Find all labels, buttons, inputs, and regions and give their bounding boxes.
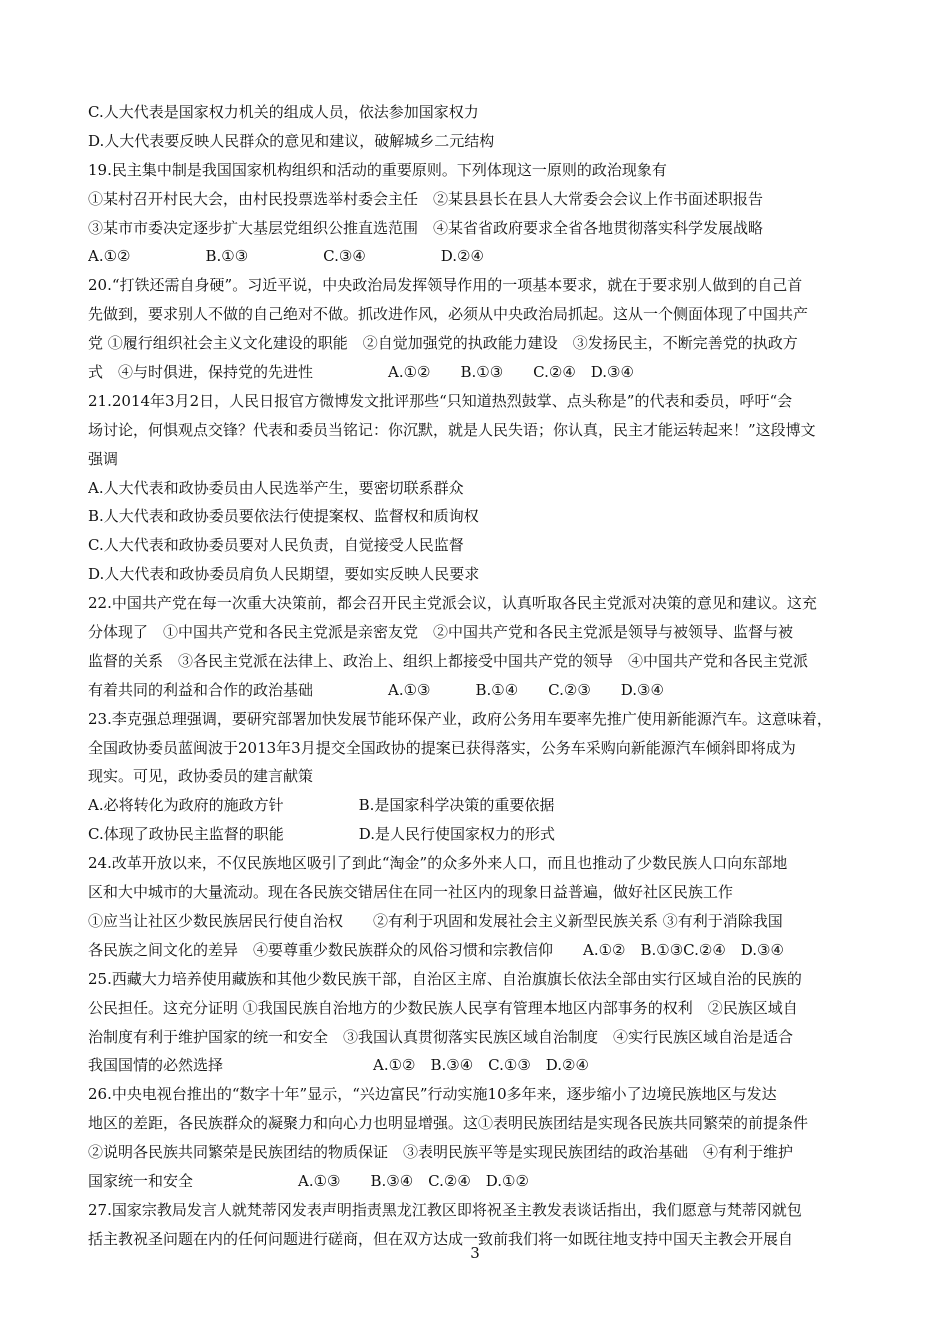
text-line: ③某市市委决定逐步扩大基层党组织公推直选范围 ④某省省政府要求全省各地贯彻落实科学发展战略 xyxy=(88,218,764,237)
text-line: 治制度有利于维护国家的统一和安全 ③我国认真贯彻落实民族区域自治制度 ④实行民族区域自治是适合 xyxy=(88,1027,794,1046)
text-line: 场讨论，何惧观点交锋？代表和委员当铭记：你沉默，就是人民失语；你认真，民主才能运转起来！”这段博文 xyxy=(88,420,816,439)
text-line: 先做到，要求别人不做的自己绝对不做。抓改进作风，必须从中央政治局抓起。这从一个侧面体现了中国共产 xyxy=(88,305,809,324)
text-line: 现实。可见，政协委员的建言献策 xyxy=(88,767,314,786)
text-line: C.人大代表是国家权力机关的组成人员，依法参加国家权力 xyxy=(88,103,479,121)
text-line: 公民担任。这充分证明 ①我国民族自治地方的少数民族人民享有管理本地区内部事务的权利 ②民族区域自 xyxy=(88,998,798,1017)
text-line: 党 ①履行组织社会主义文化建设的职能 ②自觉加强党的执政能力建设 ③发扬民主，不断完善党的执政方 xyxy=(88,334,798,353)
text-line: D.人大代表和政协委员肩负人民期望，要如实反映人民要求 xyxy=(88,565,480,584)
text-line: ①某村召开村民大会，由村民投票选举村委会主任 ②某县县长在县人大常委会会议上作书面述职报告 xyxy=(88,189,764,208)
text-line: 22.中国共产党在每一次重大决策前，都会召开民主党派会议，认真听取各民主党派对决策的意见和建议。这充 xyxy=(88,594,817,613)
text-line: 各民族之间文化的差异 ④要尊重少数民族群众的风俗习惯和宗教信仰 A.①② B.①③C.②④ D.③④ xyxy=(88,940,784,959)
text-line: D.人大代表要反映人民群众的意见和建议，破解城乡二元结构 xyxy=(88,131,495,150)
question-text-block xyxy=(88,98,878,1254)
text-line: 有着共同的利益和合作的政治基础 A.①③ B.①④ C.②③ D.③④ xyxy=(88,680,664,699)
text-line: C.体现了政协民主监督的职能 D.是人民行使国家权力的形式 xyxy=(88,825,555,844)
text-line: A.①② B.①③ C.③④ D.②④ xyxy=(88,247,484,266)
text-line: C.人大代表和政协委员要对人民负责，自觉接受人民监督 xyxy=(88,536,464,555)
text-line: 19.民主集中制是我国国家机构组织和活动的重要原则。下列体现这一原则的政治现象有 xyxy=(88,160,667,179)
text-line: A.人大代表和政协委员由人民选举产生，要密切联系群众 xyxy=(88,478,464,497)
page-number: 3 xyxy=(470,1244,480,1262)
text-line: 21.2014年3月2日，人民日报官方微博发文批评那些“只知道热烈鼓掌、点头称是”的代表和委员，呼吁“会 xyxy=(88,391,793,410)
text-line: 地区的差距，各民族群众的凝聚力和向心力也明显增强。这①表明民族团结是实现各民族共同繁荣的前提条件 xyxy=(88,1114,809,1133)
text-line: 强调 xyxy=(88,449,119,468)
text-line: A.必将转化为政府的施政方针 B.是国家科学决策的重要依据 xyxy=(88,796,555,815)
text-line: 20.“打铁还需自身硬”。习近平说，中央政治局发挥领导作用的一项基本要求，就在于要求别人做到的自己首 xyxy=(88,276,803,295)
text-line: B.人大代表和政协委员要依法行使提案权、监督权和质询权 xyxy=(88,507,479,526)
text-line: 23.李克强总理强调，要研究部署加快发展节能环保产业，政府公务用车要率先推广使用新能源汽车。这意味着， xyxy=(88,709,832,728)
text-line: 24.改革开放以来，不仅民族地区吸引了到此“淘金”的众多外来人口，而且也推动了少数民族人口向东部地 xyxy=(88,854,788,873)
text-line: 分体现了 ①中国共产党和各民主党派是亲密友党 ②中国共产党和各民主党派是领导与被领导、监督与被 xyxy=(88,623,794,642)
text-line: ②说明各民族共同繁荣是民族团结的物质保证 ③表明民族平等是实现民族团结的政治基础 ④有利于维护 xyxy=(88,1143,794,1162)
text-line: 监督的关系 ③各民主党派在法律上、政治上、组织上都接受中国共产党的领导 ④中国共产党和各民主党派 xyxy=(88,651,809,670)
text-line: 27.国家宗教局发言人就梵蒂冈发表声明指责黑龙江教区即将祝圣主教发表谈话指出，我们愿意与梵蒂冈就包 xyxy=(88,1200,802,1219)
text-line: 全国政协委员蓝闽波于2013年3月提交全国政协的提案已获得落实，公务车采购向新能源汽车倾斜即将成为 xyxy=(88,738,796,757)
text-line: 式 ④与时俱进，保持党的先进性 A.①② B.①③ C.②④ D.③④ xyxy=(88,363,634,382)
text-line: 我国国情的必然选择 A.①② B.③④ C.①③ D.②④ xyxy=(88,1056,589,1075)
text-line: 26.中央电视台推出的“数字十年”显示，“兴边富民”行动实施10多年来，逐步缩小了边境民族地区与发达 xyxy=(88,1085,777,1104)
text-line: 括主教祝圣问题在内的任何问题进行磋商，但在双方达成一致前我们将一如既往地支持中国天主教会开展自 xyxy=(88,1229,794,1248)
text-line: 国家统一和安全 A.①③ B.③④ C.②④ D.①② xyxy=(88,1171,529,1190)
text-line: ①应当让社区少数民族居民行使自治权 ②有利于巩固和发展社会主义新型民族关系 ③有利于消除我国 xyxy=(88,911,783,930)
text-line: 区和大中城市的大量流动。现在各民族交错居住在同一社区内的现象日益普遍，做好社区民族工作 xyxy=(88,883,734,902)
text-line: 25.西藏大力培养使用藏族和其他少数民族干部，自治区主席、自治旗旗长依法全部由实行区域自治的民族的 xyxy=(88,969,802,988)
